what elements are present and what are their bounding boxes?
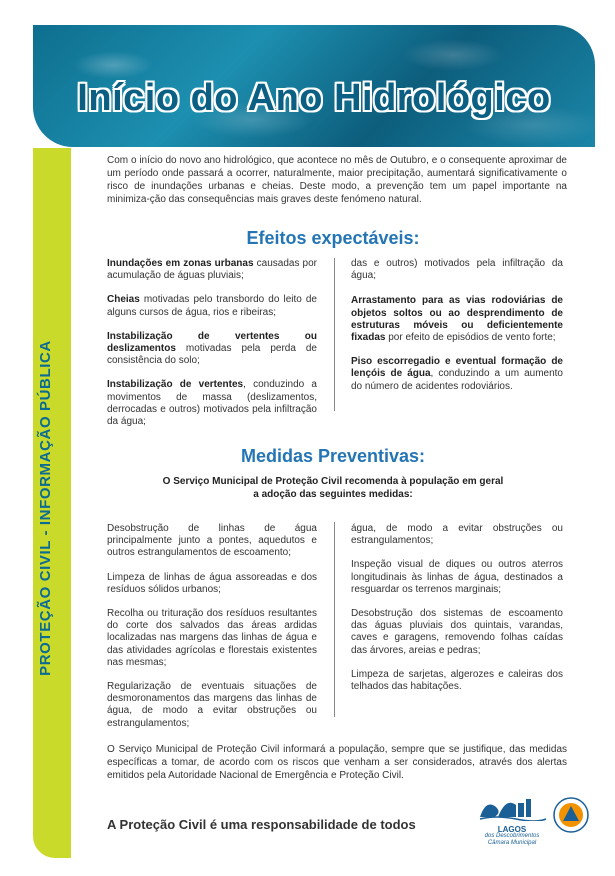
column-divider [334,258,335,411]
efeitos-item: Instabilização de vertentes ou deslizamentos motivadas pela perda de consistência do solo; [107,330,317,367]
efeitos-item: Piso escorregadio e eventual formação de lençóis de água, conduzindo a um aumento do número de acidentes rodoviários. [351,356,563,392]
medidas-item: Regularização de eventuais situações de desmoronamentos das margens das linhas de água, de modo a evitar obstruções ou estrangulamentos; [107,681,317,729]
medidas-right-column [351,523,563,705]
efeitos-item: Inundações em zonas urbanas causadas por acumulação de águas pluviais; [107,258,317,282]
closing-paragraph: O Serviço Municipal de Proteção Civil informará a população, sempre que se justifique, das medidas específicas a tomar, de acordo com os riscos que venham a ser considerados, através dos alertas emitidos pela Autoridade Nacional de Emergência e Proteção Civil. [107,744,567,781]
medidas-item: Recolha ou trituração dos resíduos resultantes do corte dos salvados das áreas ardidas localizadas nas margens das linhas de água e das atividades agrícolas e florestais existentes nas mesmas; [107,608,317,668]
medidas-item: Inspeção visual de diques ou outros aterros longitudinais às linhas de água, destinados a resguardar os terrenos marginais; [351,559,563,595]
medidas-heading: Medidas Preventivas: [240,446,426,466]
sidebar-label: PROTEÇÃO CIVIL - INFORMAÇÃO PÚBLICA [37,340,54,676]
medidas-item: Desobstrução dos sistemas de escoamento das águas pluviais dos quintais, varandas, caves e garagens, removendo folhas caídas das árvores, areias e pedras; [351,608,563,656]
intro-paragraph: Com o início do novo ano hidrológico, que acontece no mês de Outubro, e o consequente aproximar de um período onde passará a ocorrer, naturalmente, maior precipitação, aumentará significativamente o risco de inundações urbanas e cheias. Deste modo, a prevenção tem um papel importante na minimiza-ção das consequências mais graves deste fenómeno natural. [107,155,567,205]
medidas-item: Limpeza de sarjetas, algerozes e caleiras dos telhados das habitações. [351,668,563,693]
efeitos-left-column [107,258,317,440]
lagos-logo [476,795,548,845]
sidebar-band [33,148,71,858]
medidas-item: Desobstrução de linhas de água principalmente junto a pontes, aquedutos e outros estrangulamentos de escoamento; [107,523,317,559]
efeitos-item: Arrastamento para as vias rodoviárias de objetos soltos ou ao desprendimento de estruturas móveis ou deficientemente fixadas por efeito de episódios de vento forte; [351,295,563,344]
page-title: Início do Ano Hidrológico [77,77,551,119]
medidas-left-column [107,523,317,742]
protecao-civil-logo [553,797,589,833]
lagos-name: LAGOS [497,825,527,834]
efeitos-item: Instabilização de vertentes, conduzindo a movimentos de massa (deslizamentos, derrocadas e outros) motivados pela infiltração da água; [107,379,317,428]
medidas-item: Limpeza de linhas de água assoreadas e dos resíduos sólidos urbanos; [107,571,317,595]
lagos-sub: Câmara Municipal [487,840,537,846]
medidas-subheading: O Serviço Municipal de Proteção Civil recomenda à população em geral a adoção das seguintes medidas: [162,476,504,500]
protecao-civil-emblem-icon [553,797,589,833]
lagos-emblem-icon [476,795,548,821]
lagos-tagline: dos Descobrimentos [484,833,540,839]
slogan: A Proteção Civil é uma responsabilidade de todos [107,817,416,832]
efeitos-heading: Efeitos expectáveis: [246,228,420,248]
medidas-item-continuation: água, de modo a evitar obstruções ou estrangulamentos; [351,523,563,547]
header-banner [33,25,595,147]
efeitos-item: Cheias motivadas pelo transbordo do leito de alguns cursos de água, rios e ribeiras; [107,294,317,318]
efeitos-item-continuation: das e outros) motivados pela infiltração da água; [351,258,563,282]
column-divider [334,522,335,717]
efeitos-right-column [351,258,563,405]
